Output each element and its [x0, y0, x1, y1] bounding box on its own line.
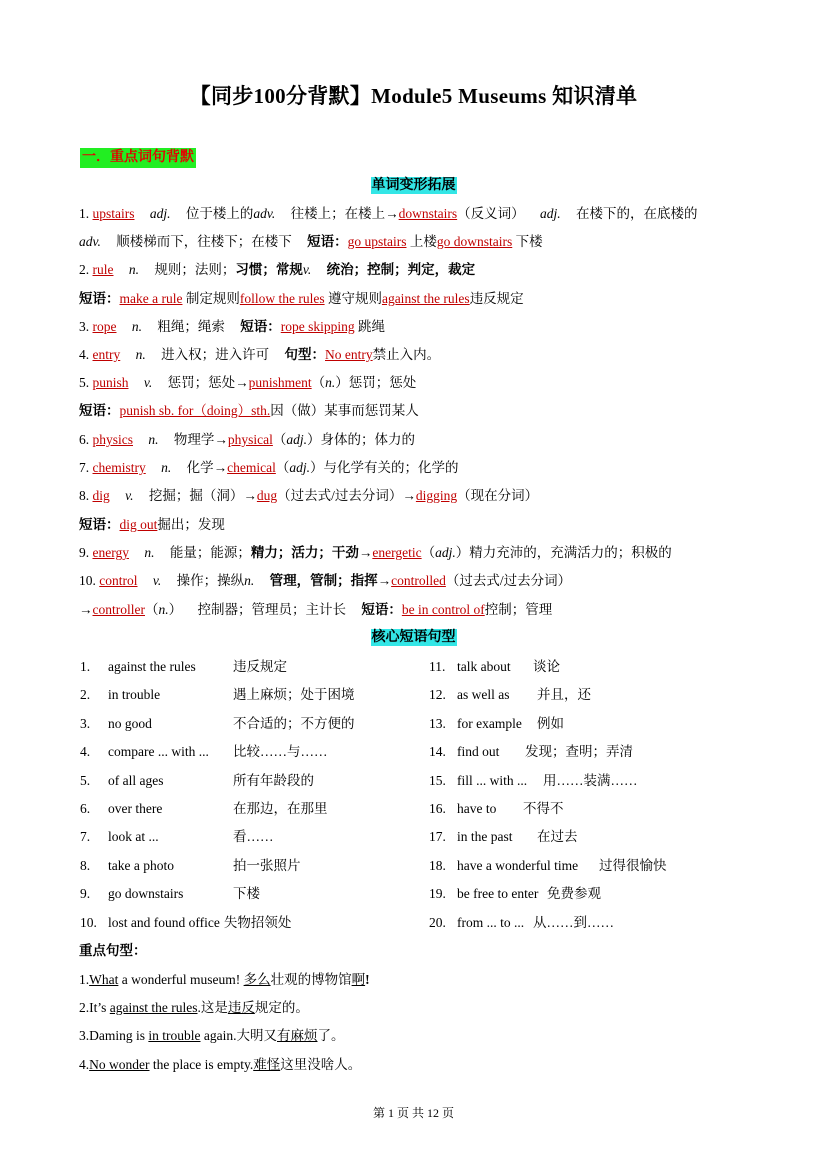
phrase-chinese: 比较……与…… [233, 744, 328, 760]
word-entry-chemistry: 7. chemistry n. 化学→chemical（adj.）与化学有关的；化学的 [79, 460, 459, 475]
key-sentences-label: 重点句型： [79, 943, 147, 958]
phrase-row [429, 715, 564, 733]
phrase-english: no good [108, 715, 152, 731]
phrase-chinese: 过得很愉快 [599, 857, 667, 873]
phrase-chinese: 失物招领处 [223, 914, 292, 930]
word-entry-entry: 4. entry n. 进入权；进入许可 句型：No entry禁止入内。 [79, 347, 441, 362]
word-entry-energy: 9. energy n. 能量；能源；精力；活力；干劲→energetic（adj.）精力充沛的，充满活力的；积极的 [79, 545, 672, 560]
phrase-chinese: 在过去 [537, 829, 578, 845]
word-entry-punish: 5. punish v. 惩罚；惩处→punishment（n.）惩罚；惩处 [79, 375, 417, 390]
phrase-line-punish: 短语：punish sb. for（doing）sth.因（做）某事而惩罚某人 [79, 403, 419, 418]
phrase-row [80, 658, 287, 676]
phrase-row [80, 686, 355, 704]
phrase-row [429, 658, 560, 676]
phrase-chinese: 免费参观 [547, 886, 601, 902]
phrase-english: look at ... [108, 829, 159, 845]
phrase-english: for example [457, 715, 522, 731]
phrase-chinese: 发现；查明；弄清 [525, 744, 633, 760]
sentence-3: 3.Daming is in trouble again.大明又有麻烦了。 [79, 1028, 345, 1043]
phrase-chinese: 所有年龄段的 [233, 772, 314, 788]
phrase-number: 8. [80, 857, 91, 873]
phrase-number: 9. [80, 886, 91, 902]
phrase-chinese: 下楼 [233, 886, 260, 902]
phrase-english: lost and found office [108, 914, 220, 930]
phrase-number: 3. [80, 715, 91, 731]
phrase-chinese: 看…… [233, 829, 274, 845]
phrase-number: 15. [429, 772, 446, 788]
phrase-english: in trouble [108, 687, 161, 703]
phrase-row [429, 686, 591, 704]
phrase-row [80, 800, 328, 818]
word-entry-control: 10. control v. 操作；操纵n. 管理，管制；指挥→controlled（过去式/过去分词） [79, 573, 572, 588]
page-footer: 第 1 页 共 12 页 [372, 1106, 454, 1120]
phrase-number: 2. [80, 687, 91, 703]
phrase-english: have a wonderful time [457, 857, 579, 873]
phrase-english: take a photo [108, 857, 174, 873]
page-title: 【同步100分背默】Module5 Museums 知识清单 [189, 84, 638, 108]
word-entry-rule: 2. rule n. 规则；法则；习惯；常规v. 统治；控制；判定，裁定 [79, 262, 476, 277]
phrase-english: against the rules [108, 659, 196, 674]
phrase-number: 17. [429, 829, 446, 845]
sentence-1: 1.What a wonderful museum! 多么壮观的博物馆啊! [79, 972, 370, 987]
phrase-english: in the past [457, 829, 513, 845]
phrase-number: 5. [80, 772, 91, 788]
phrase-row [429, 885, 601, 903]
phrase-chinese: 不合适的；不方便的 [233, 715, 355, 731]
phrase-number: 14. [429, 744, 446, 760]
word-entry-upstairs-cont: adv. 顺楼梯而下，往楼下；在楼下 短语：go upstairs 上楼go downstairs 下楼 [79, 234, 543, 249]
phrase-chinese: 从……到…… [533, 914, 614, 930]
phrase-english: from ... to ... [457, 914, 525, 930]
word-entry-dig: 8. dig v. 挖掘；掘（洞）→dug（过去式/过去分词）→digging（现在分词） [79, 488, 539, 503]
phrase-row [80, 772, 314, 790]
word-entry-physics: 6. physics n. 物理学→physical（adj.）身体的；体力的 [79, 432, 416, 447]
phrase-chinese: 并且，还 [537, 687, 591, 703]
word-entry-rope: 3. rope n. 粗绳；绳索 短语：rope skipping 跳绳 [79, 319, 385, 334]
phrase-number: 18. [429, 857, 446, 873]
phrase-row [429, 914, 614, 932]
phrase-english: fill ... with ... [457, 772, 528, 788]
phrase-number: 11. [429, 659, 446, 674]
phrase-number: 13. [429, 715, 446, 731]
phrase-row [80, 914, 291, 932]
phrase-number: 7. [80, 829, 91, 845]
phrase-row [80, 857, 301, 875]
subheading-word-forms: 单词变形拓展 [371, 178, 456, 193]
phrase-chinese: 拍一张照片 [233, 857, 301, 873]
phrase-row [80, 885, 260, 903]
phrase-chinese: 在那边，在那里 [233, 801, 328, 816]
phrase-row [80, 715, 355, 733]
phrase-row [80, 743, 328, 761]
phrase-number: 6. [80, 801, 91, 816]
word-entry-upstairs: 1. upstairs adj. 位于楼上的adv. 往楼上；在楼上→downstairs（反义词） adj. 在楼下的，在底楼的 [79, 206, 698, 221]
sentence-2: 2.It’s against the rules.这是违反规定的。 [79, 1000, 309, 1015]
phrase-number: 10. [80, 914, 97, 930]
phrase-number: 20. [429, 914, 446, 930]
phrase-line-dig: 短语：dig out掘出；发现 [79, 517, 225, 532]
phrase-row [429, 828, 578, 846]
phrase-english: talk about [457, 659, 511, 674]
phrase-chinese: 遇上麻烦；处于困境 [233, 687, 355, 703]
phrase-english: over there [108, 801, 163, 816]
subheading-core-phrases: 核心短语句型 [371, 630, 456, 645]
phrase-number: 4. [80, 744, 91, 760]
word-entry-control-cont: →controller（n.） 控制器；管理员；主计长 短语：be in control of控制；管理 [79, 602, 553, 617]
phrase-english: go downstairs [108, 886, 184, 902]
phrase-row [429, 772, 638, 790]
phrase-english: be free to enter [457, 886, 539, 902]
phrase-english: find out [457, 744, 500, 760]
phrase-chinese: 违反规定 [233, 659, 287, 674]
phrase-line-rule: 短语：make a rule 制定规则follow the rules 遵守规则against the rules违反规定 [79, 291, 524, 306]
phrase-number: 16. [429, 801, 446, 816]
section-heading: 一．重点词句背默 [80, 148, 196, 168]
phrase-row [429, 857, 667, 875]
phrase-chinese: 用……装满…… [543, 772, 638, 788]
phrase-english: as well as [457, 687, 510, 703]
phrase-row [429, 800, 564, 818]
phrase-chinese: 不得不 [523, 801, 564, 816]
phrase-english: of all ages [108, 772, 164, 788]
phrase-chinese: 例如 [537, 715, 564, 731]
phrase-number: 12. [429, 687, 446, 703]
phrase-number: 1. [80, 659, 91, 674]
phrase-row [80, 828, 274, 846]
sentence-4: 4.No wonder the place is empty.难怪这里没啥人。 [79, 1057, 362, 1072]
phrase-english: have to [457, 801, 497, 816]
phrase-row [429, 743, 633, 761]
phrase-number: 19. [429, 886, 446, 902]
phrase-english: compare ... with ... [108, 744, 209, 760]
phrase-chinese: 谈论 [533, 659, 560, 674]
